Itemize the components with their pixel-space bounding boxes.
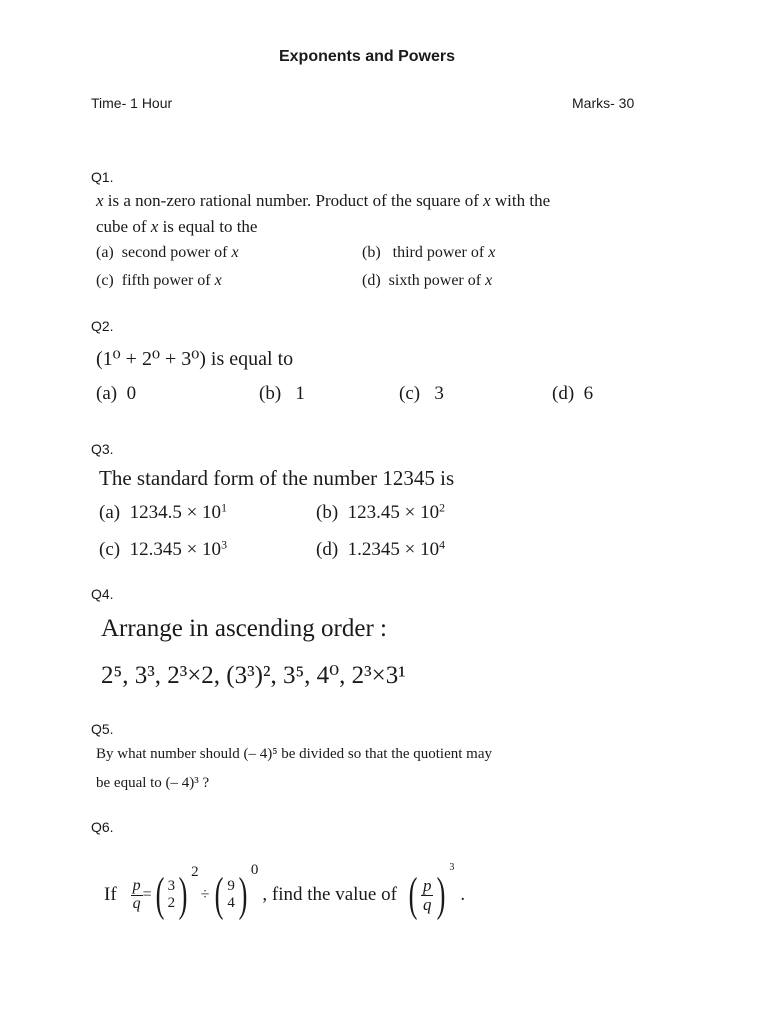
option-text: 6 — [583, 383, 594, 404]
q6-p-over-q — [131, 878, 143, 913]
option-key: (c) — [399, 383, 421, 404]
q6-find-text: , find the value of — [262, 884, 397, 905]
q3-text: The standard form of the number 12345 is — [99, 466, 455, 490]
option-text: 12.345 × 10 — [129, 539, 222, 560]
q6-exp1: 2 — [191, 864, 199, 880]
q5-text-line1: By what number should (– 4)⁵ be divided so that the quotient may — [96, 746, 492, 762]
q1-option-c — [96, 272, 222, 290]
q4-expression: 2⁵, 3³, 2³×2, (3³)², 3⁵, 4⁰, 2³×3¹ — [101, 662, 406, 689]
q1-text-part: cube of — [96, 217, 151, 236]
q1-var: x — [214, 272, 222, 289]
option-key: (c) — [99, 539, 121, 560]
q6-frac2-top: 9 — [227, 877, 235, 894]
q1-option-a — [96, 244, 239, 262]
option-key: (d) — [552, 383, 575, 404]
q6-q: q — [132, 894, 141, 912]
option-text: 3 — [434, 383, 444, 404]
q6-frac1-bottom: 2 — [167, 895, 176, 911]
option-text: sixth power of — [388, 272, 486, 289]
q6-if: If — [104, 884, 117, 905]
q3-label: Q3. — [91, 441, 114, 457]
q3-option-a — [99, 502, 227, 524]
q1-text-line1 — [96, 191, 550, 211]
q1-text-part: is equal to the — [158, 217, 258, 236]
q6-fraction-1 — [168, 878, 176, 913]
option-text: 1234.5 × 10 — [129, 502, 222, 523]
q6-fraction-2 — [227, 878, 235, 913]
q6-q: q — [422, 894, 432, 914]
option-key: (d) — [362, 272, 381, 289]
q1-option-b — [362, 244, 495, 262]
q2-option-a — [96, 383, 136, 405]
option-exponent: 3 — [221, 538, 227, 552]
option-text: second power of — [121, 244, 232, 261]
q2-option-c — [399, 383, 444, 405]
q1-var: x — [96, 191, 104, 210]
option-text: third power of — [392, 244, 489, 261]
q6-period: . — [460, 884, 466, 905]
option-key: (b) — [316, 502, 339, 523]
option-key: (b) — [259, 383, 282, 404]
option-key: (d) — [316, 539, 339, 560]
q3-option-c — [99, 539, 227, 561]
option-text: fifth power of — [121, 272, 215, 289]
q3-option-b — [316, 502, 445, 524]
q2-option-b — [259, 383, 305, 405]
q6-p: p — [422, 875, 432, 895]
q4-heading: Arrange in ascending order : — [101, 615, 387, 642]
q1-var: x — [483, 191, 491, 210]
q1-var: x — [485, 272, 493, 289]
q6-p-over-q-2 — [421, 877, 434, 914]
q2-option-d — [552, 383, 593, 405]
page-title: Exponents and Powers — [278, 48, 456, 65]
q3-option-d — [316, 539, 445, 561]
q1-text-line2 — [96, 217, 257, 237]
q6-exp3: 3 — [449, 862, 455, 873]
option-text: 1 — [295, 383, 305, 404]
option-exponent: 1 — [221, 501, 227, 515]
time-info: Time- 1 Hour — [91, 95, 173, 111]
q2-text: (1⁰ + 2⁰ + 3⁰) is equal to — [96, 348, 294, 370]
q1-label: Q1. — [91, 169, 114, 185]
q6-label: Q6. — [91, 819, 114, 835]
q1-var: x — [488, 244, 496, 261]
q6-p: p — [132, 876, 141, 894]
q6-frac1-top: 3 — [167, 877, 176, 894]
option-exponent: 4 — [439, 538, 446, 552]
option-text: 1.2345 × 10 — [347, 539, 440, 560]
q6-exp2: 0 — [250, 862, 259, 878]
option-key: (a) — [96, 244, 114, 261]
q6-equation: If $\frac{p}{q}$ = ( 3 2 ) 2 ÷ ( 9 4 ) 0 , find the value of ( $\frac{p}{q}$ ) 3 . — [104, 862, 466, 921]
q4-label: Q4. — [91, 586, 114, 602]
marks-info: Marks- 30 — [572, 95, 635, 111]
option-exponent: 2 — [439, 501, 446, 515]
option-text: 0 — [126, 383, 137, 404]
q2-label: Q2. — [91, 318, 114, 334]
q5-text-line2: be equal to (– 4)³ ? — [96, 775, 210, 791]
option-key: (a) — [96, 383, 118, 404]
option-text: 123.45 × 10 — [347, 502, 440, 523]
q1-text-part: is a non-zero rational number. Product of the square of — [103, 191, 484, 210]
q1-text-part: with the — [490, 191, 551, 210]
option-key: (c) — [96, 272, 114, 289]
q1-option-d — [362, 272, 492, 290]
q6-divide: ÷ — [200, 886, 210, 903]
option-key: (a) — [99, 502, 121, 523]
q5-label: Q5. — [91, 721, 114, 737]
q6-frac2-bottom: 4 — [227, 895, 235, 911]
option-key: (b) — [362, 244, 381, 261]
q1-var: x — [150, 217, 159, 236]
q1-var: x — [231, 244, 239, 261]
